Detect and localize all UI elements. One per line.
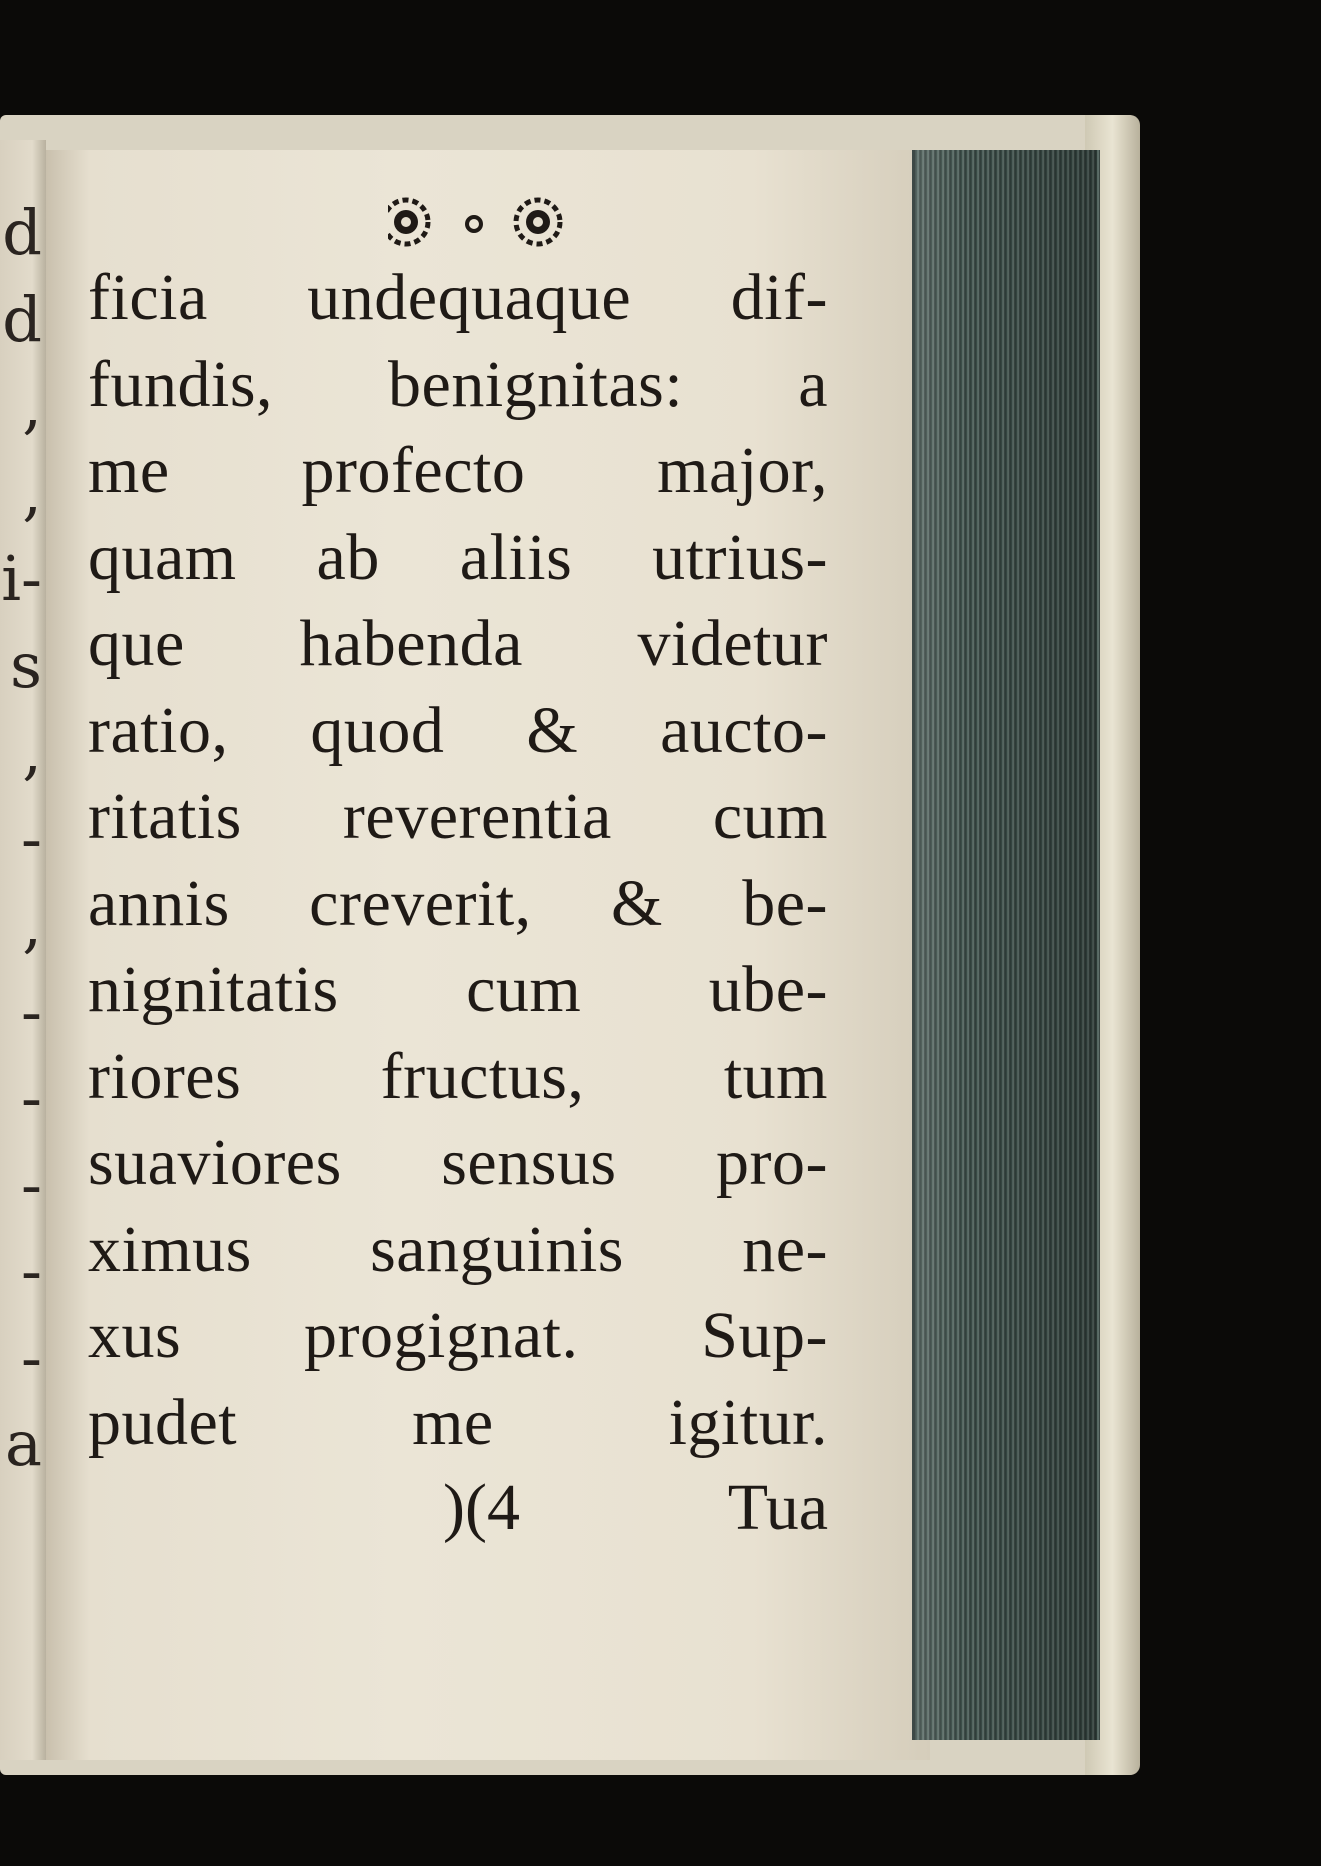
text-line: quam ab aliis utrius- xyxy=(88,520,828,594)
text-line: ximus sanguinis ne- xyxy=(88,1212,828,1286)
text-line: fundis, benignitas: a xyxy=(88,347,828,421)
left-fragment: - xyxy=(21,974,42,1048)
text-line: que habenda videtur xyxy=(88,607,828,680)
page-footer xyxy=(88,1465,828,1555)
printers-ornament xyxy=(388,192,588,252)
left-fragment: , xyxy=(22,369,42,442)
left-fragment: - xyxy=(21,1320,42,1394)
left-fragment: - xyxy=(21,801,42,875)
catchword: Tua xyxy=(727,1471,828,1544)
body-text xyxy=(88,255,828,1466)
left-fragment: s xyxy=(10,628,42,702)
text-line: ficia undequaque dif- xyxy=(88,261,828,334)
text-line: ritatis reverentia cum xyxy=(88,780,828,853)
text-line: me profecto major, xyxy=(88,434,828,507)
left-page xyxy=(0,140,46,1760)
text-line: annis creverit, & be- xyxy=(88,866,828,940)
left-fragment: , xyxy=(22,715,42,788)
left-page-text xyxy=(0,190,46,1488)
ring-ornament-center-icon xyxy=(467,217,481,231)
text-line: riores fructus, tum xyxy=(88,1039,828,1113)
left-fragment: , xyxy=(22,455,42,529)
page-edges-shade xyxy=(912,150,1097,1740)
left-fragment: , xyxy=(22,888,42,961)
flower-ornament-right-icon xyxy=(516,200,560,244)
text-line: ratio, quod & aucto- xyxy=(88,693,828,767)
left-fragment: a xyxy=(5,1407,42,1480)
left-fragment: - xyxy=(21,1234,42,1307)
left-fragment: d xyxy=(2,196,42,269)
left-fragment: - xyxy=(21,1061,42,1134)
left-fragment: d xyxy=(2,282,42,356)
text-line: nignitatis cum ube- xyxy=(88,953,828,1026)
left-fragment: - xyxy=(21,1147,42,1221)
left-fragment: i- xyxy=(1,542,42,615)
flower-ornament-left-icon xyxy=(388,200,428,244)
text-line: xus progignat. Sup- xyxy=(88,1299,828,1372)
text-line: suaviores sensus pro- xyxy=(88,1126,828,1199)
signature-mark: )(4 xyxy=(443,1471,520,1544)
text-line: pudet me igitur. xyxy=(88,1385,828,1459)
